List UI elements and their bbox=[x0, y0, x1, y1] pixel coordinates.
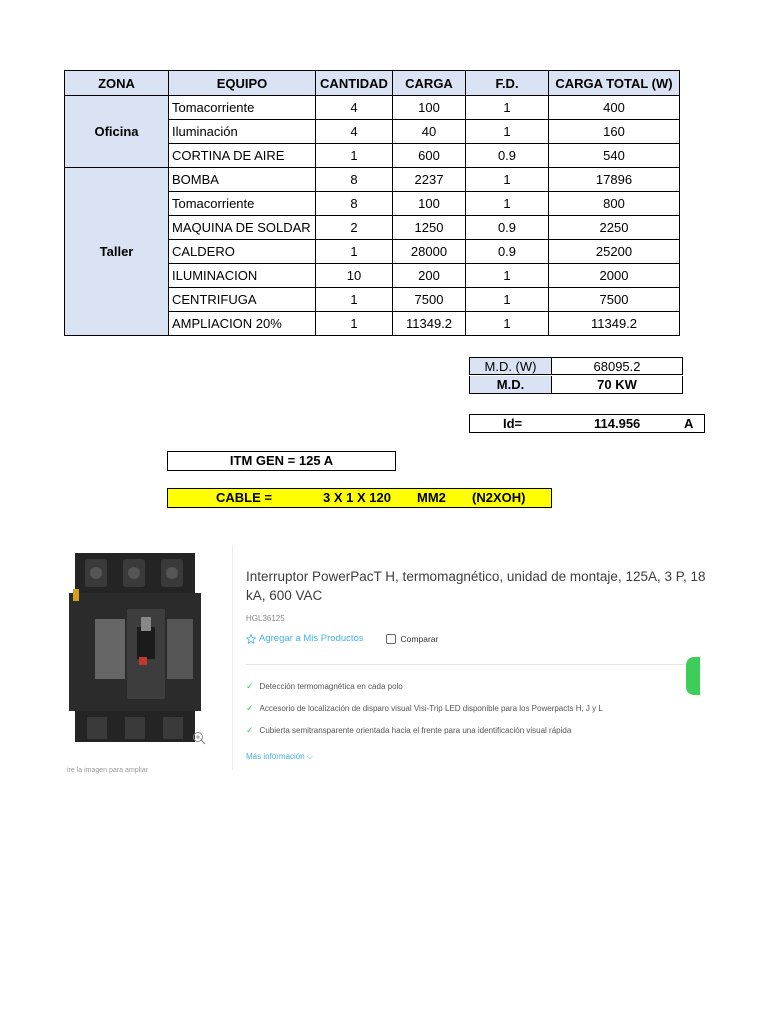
feature-text: Detección termomagnética en cada polo bbox=[259, 682, 403, 691]
vertical-divider bbox=[232, 545, 233, 770]
feature-item bbox=[246, 725, 571, 736]
product-title: Interruptor PowerPacT H, termomagnético, unidad de montaje, 125A, 3 P, 18 kA, 600 VAC bbox=[246, 569, 706, 603]
cable-size: 3 X 1 X 120 bbox=[323, 490, 391, 505]
value-cell: 7500 bbox=[393, 288, 466, 312]
equipment-cell: AMPLIACION 20% bbox=[169, 312, 316, 336]
equipment-cell: CORTINA DE AIRE bbox=[169, 144, 316, 168]
feature-item bbox=[246, 681, 403, 692]
id-label: Id= bbox=[503, 416, 523, 431]
value-cell: 17896 bbox=[549, 168, 680, 192]
md-watts-label: M.D. (W) bbox=[469, 357, 552, 375]
value-cell: 1 bbox=[316, 240, 393, 264]
value-cell: 2237 bbox=[393, 168, 466, 192]
check-icon: ✓ bbox=[246, 681, 254, 691]
md-watts-row bbox=[469, 357, 683, 375]
md-kw-row bbox=[469, 376, 683, 394]
value-cell: 1 bbox=[316, 288, 393, 312]
equipment-cell: Iluminación bbox=[169, 120, 316, 144]
equipment-cell: Tomacorriente bbox=[169, 96, 316, 120]
value-cell: 1250 bbox=[393, 216, 466, 240]
header-carga: CARGA bbox=[393, 71, 466, 96]
more-info-label: Más información bbox=[246, 752, 305, 761]
value-cell: 1 bbox=[466, 168, 549, 192]
check-icon: ✓ bbox=[246, 725, 254, 735]
id-unit: A bbox=[684, 416, 694, 431]
cable-box bbox=[167, 488, 552, 508]
header-zona: ZONA bbox=[65, 71, 169, 96]
feature-text: Cubierta semitransparente orientada hacia el frente para una identificación visual rápida bbox=[259, 726, 572, 735]
value-cell: 400 bbox=[549, 96, 680, 120]
star-icon[interactable] bbox=[246, 634, 256, 644]
equipment-cell: BOMBA bbox=[169, 168, 316, 192]
product-card bbox=[62, 535, 706, 780]
equipment-cell: Tomacorriente bbox=[169, 192, 316, 216]
image-caption: ire la imagen para ampliar bbox=[67, 767, 148, 774]
value-cell: 1 bbox=[466, 192, 549, 216]
value-cell: 540 bbox=[549, 144, 680, 168]
feature-item bbox=[246, 703, 603, 714]
value-cell: 1 bbox=[466, 312, 549, 336]
equipment-cell: ILUMINACION bbox=[169, 264, 316, 288]
value-cell: 160 bbox=[549, 120, 680, 144]
value-cell: 11349.2 bbox=[549, 312, 680, 336]
value-cell: 0.9 bbox=[466, 144, 549, 168]
check-icon: ✓ bbox=[246, 703, 254, 713]
md-watts-value: 68095.2 bbox=[552, 357, 683, 375]
value-cell: 1 bbox=[466, 120, 549, 144]
value-cell: 8 bbox=[316, 168, 393, 192]
side-action-button[interactable] bbox=[686, 657, 700, 695]
table-header-row bbox=[65, 71, 680, 96]
value-cell: 40 bbox=[393, 120, 466, 144]
more-info-link[interactable] bbox=[246, 752, 313, 762]
equipment-cell: MAQUINA DE SOLDAR bbox=[169, 216, 316, 240]
zone-cell: Taller bbox=[65, 168, 169, 336]
breaker-image bbox=[67, 549, 205, 742]
horizontal-divider bbox=[246, 664, 698, 665]
load-table bbox=[64, 70, 680, 336]
value-cell: 8 bbox=[316, 192, 393, 216]
value-cell: 1 bbox=[466, 96, 549, 120]
itm-gen-box: ITM GEN = 125 A bbox=[167, 451, 396, 471]
cable-type: (N2XOH) bbox=[472, 490, 526, 505]
value-cell: 2 bbox=[316, 216, 393, 240]
zoom-in-icon[interactable] bbox=[192, 731, 206, 745]
value-cell: 10 bbox=[316, 264, 393, 288]
value-cell: 100 bbox=[393, 96, 466, 120]
value-cell: 0.9 bbox=[466, 240, 549, 264]
value-cell: 2000 bbox=[549, 264, 680, 288]
equipment-cell: CENTRIFUGA bbox=[169, 288, 316, 312]
value-cell: 100 bbox=[393, 192, 466, 216]
id-value: 114.956 bbox=[594, 416, 641, 431]
equipment-cell: CALDERO bbox=[169, 240, 316, 264]
value-cell: 1 bbox=[466, 288, 549, 312]
md-kw-value: 70 KW bbox=[552, 376, 683, 394]
cable-unit: MM2 bbox=[417, 490, 446, 505]
table-row bbox=[65, 96, 680, 120]
value-cell: 800 bbox=[549, 192, 680, 216]
header-carga-total: CARGA TOTAL (W) bbox=[549, 71, 680, 96]
add-to-products-link[interactable]: Agregar a Mis Productos bbox=[259, 633, 364, 644]
value-cell: 2250 bbox=[549, 216, 680, 240]
zone-cell: Oficina bbox=[65, 96, 169, 168]
value-cell: 1 bbox=[316, 144, 393, 168]
compare-checkbox[interactable] bbox=[386, 634, 396, 644]
value-cell: 4 bbox=[316, 120, 393, 144]
header-fd: F.D. bbox=[466, 71, 549, 96]
md-kw-label: M.D. bbox=[469, 376, 552, 394]
value-cell: 600 bbox=[393, 144, 466, 168]
product-actions bbox=[246, 633, 438, 644]
header-cantidad: CANTIDAD bbox=[316, 71, 393, 96]
id-current-box bbox=[469, 414, 705, 433]
value-cell: 1 bbox=[316, 312, 393, 336]
value-cell: 25200 bbox=[549, 240, 680, 264]
compare-label: Comparar bbox=[400, 633, 439, 644]
table-body bbox=[65, 96, 680, 336]
feature-text: Accesorio de localización de disparo visual Visi-Trip LED disponible para los Powerpacts H, J y L bbox=[259, 704, 603, 713]
value-cell: 11349.2 bbox=[393, 312, 466, 336]
cable-label: CABLE = bbox=[216, 490, 272, 505]
product-code: HGL36125 bbox=[246, 614, 285, 623]
value-cell: 0.9 bbox=[466, 216, 549, 240]
table-row bbox=[65, 168, 680, 192]
value-cell: 4 bbox=[316, 96, 393, 120]
value-cell: 28000 bbox=[393, 240, 466, 264]
value-cell: 1 bbox=[466, 264, 549, 288]
chevron-down-icon: ⌵ bbox=[306, 752, 313, 761]
header-equipo: EQUIPO bbox=[169, 71, 316, 96]
value-cell: 7500 bbox=[549, 288, 680, 312]
value-cell: 200 bbox=[393, 264, 466, 288]
